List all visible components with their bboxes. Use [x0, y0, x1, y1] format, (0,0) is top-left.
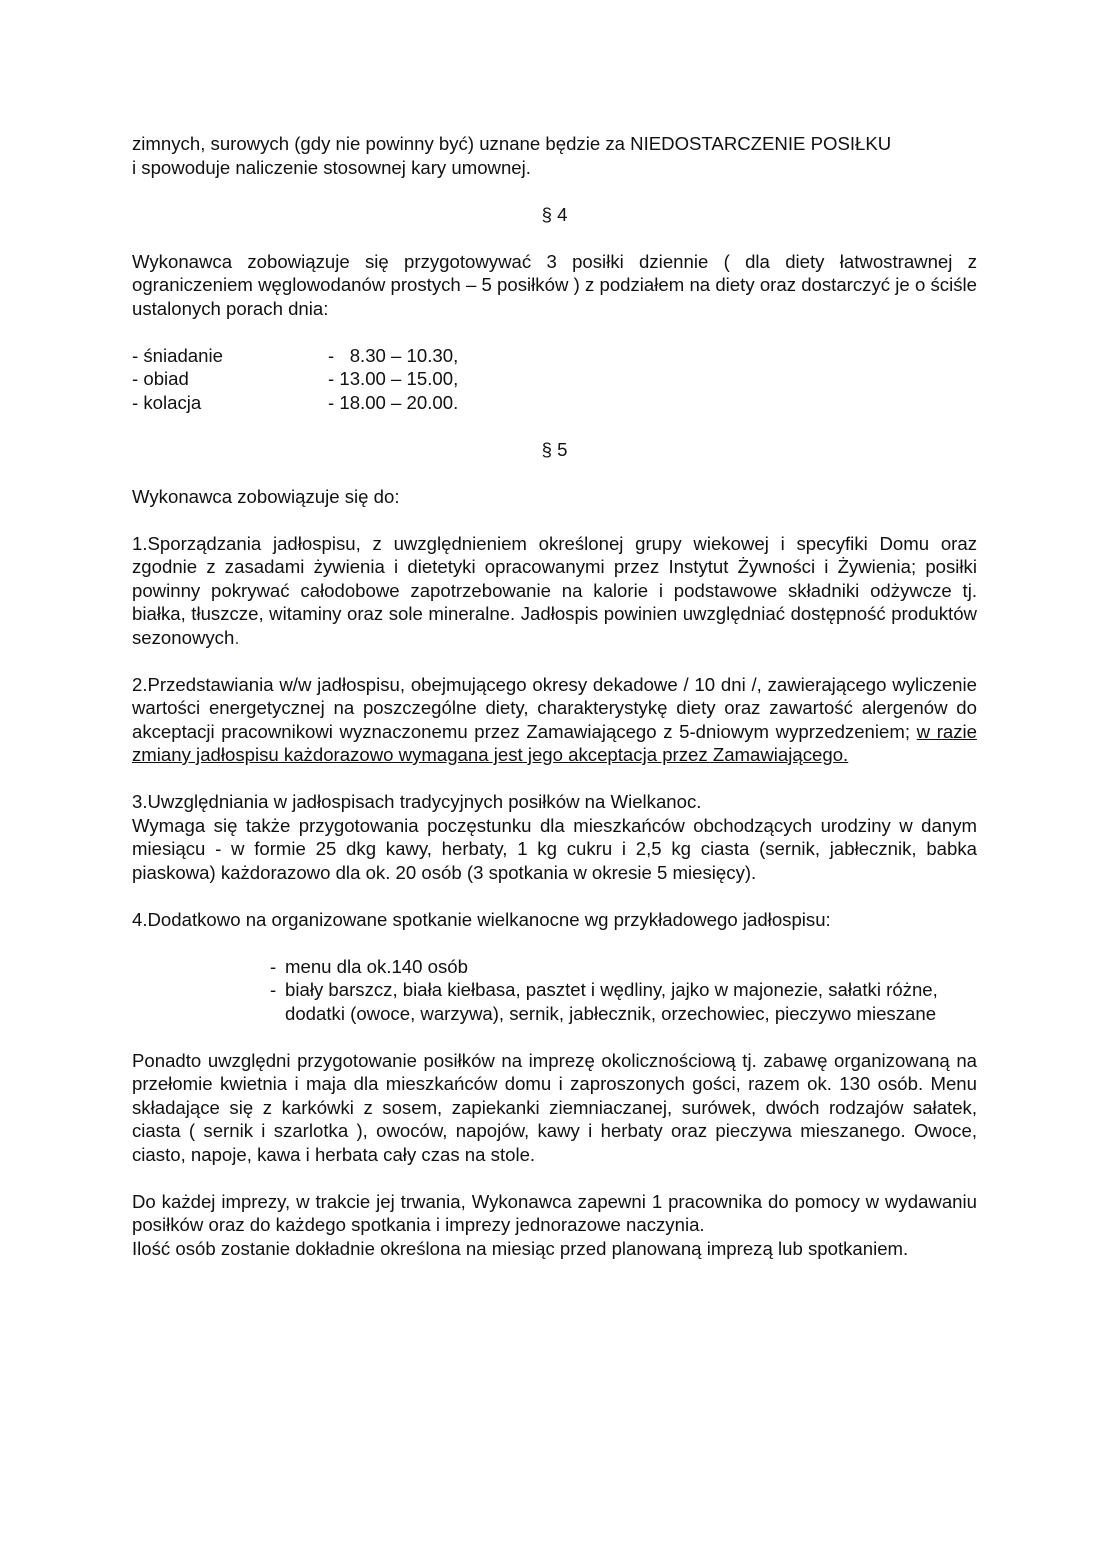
meal-time: - 18.00 – 20.00.: [328, 391, 459, 413]
count-paragraph: Ilość osób zostanie dokładnie określona na miesiąc przed planowaną imprezą lub spotkaniem.: [132, 1237, 909, 1259]
list-dash: -: [270, 955, 277, 977]
party-paragraph: Ponadto uwzględni przygotowanie posiłków na imprezę okolicznościową tj. zabawę organizowaną na przełomie kwietnia i maja dla mieszkańców domu i zaproszonych gości, razem ok. 130 osób. Menu składające się z karkówki z sosem, zapiekanki ziemniaczanej, surówek, dwóch rodzajów sałatek, ciasta ( sernik i szarlotka ), owoców, napojów, kawy i herbaty oraz pieczywa mieszanego. Owoce, ciasto, napoje, kawa i herbata cały czas na stole.: [132, 1049, 977, 1165]
meal-name: - śniadanie: [132, 344, 223, 366]
easter-menu-list: [270, 955, 977, 1026]
staff-paragraph: Do każdej imprezy, w trakcie jej trwania, Wykonawca zapewni 1 pracownika do pomocy w wydawaniu posiłków oraz do każdego spotkania i imprezy jednorazowe naczynia.: [132, 1190, 977, 1235]
section-5-intro: Wykonawca zobowiązuje się do:: [132, 485, 400, 507]
list-item-text: biały barszcz, biała kiełbasa, pasztet i wędliny, jajko w majonezie, sałatki różne, dodatki (owoce, warzywa), sernik, jabłecznik, orzechowiec, pieczywo mieszane: [285, 979, 938, 1024]
item-2-underlined: w razie zmiany jadłospisu każdorazowo wymagana jest jego akceptacja przez Zamawiającego.: [132, 720, 977, 765]
item-2-paragraph: [132, 673, 977, 767]
section-4-heading: § 4: [541, 203, 568, 225]
meal-name: - obiad: [132, 368, 189, 389]
schedule-row: [132, 344, 977, 368]
intro-line-1: zimnych, surowych (gdy nie powinny być) uznane będzie za NIEDOSTARCZENIE POSIŁKU: [132, 133, 892, 154]
meal-time: - 13.00 – 15.00,: [328, 368, 459, 389]
intro-line-2: i spowoduje naliczenie stosownej kary umownej.: [132, 156, 531, 178]
document-page: [132, 132, 977, 1260]
item-2-text: 2.Przedstawiania w/w jadłospisu, obejmującego okresy dekadowe / 10 dni /, zawierającego wyliczenie wartości energetycznej na poszczególne diety, charakterystykę diety oraz zawartość alergenów do akceptacji pracownikowi wyznaczonemu przez Zamawiającego z 5-dniowym wyprzedzeniem;: [132, 673, 977, 742]
item-3-line: 3.Uwzględniania w jadłospisach tradycyjnych posiłków na Wielkanoc.: [132, 791, 702, 812]
item-1-text: 1.Sporządzania jadłospisu, z uwzględnieniem określonej grupy wiekowej i specyfiki Domu oraz zgodnie z zasadami żywienia i dietetyki opracowanymi przez Instytut Żywności i Żywienia; posiłki powinny pokrywać całodobowe zapotrzebowanie na kalorie i podstawowe składniki odżywcze tj. białka, tłuszcze, witaminy oraz sole mineralne. Jadłospis powinien uwzględniać dostępność produktów sezonowych: [132, 532, 977, 648]
section-5-heading: § 5: [541, 438, 568, 460]
item-4-line: 4.Dodatkowo na organizowane spotkanie wielkanocne wg przykładowego jadłospisu:: [132, 908, 831, 930]
item-1-paragraph: [132, 532, 977, 650]
item-1-end: .: [234, 626, 240, 648]
list-item: [270, 955, 977, 979]
list-item-text: menu dla ok.140 osób: [285, 955, 468, 977]
list-dash: -: [270, 979, 277, 1000]
meal-time: - 8.30 – 10.30,: [328, 344, 459, 366]
section-4-paragraph: Wykonawca zobowiązuje się przygotowywać 3 posiłki dziennie ( dla diety łatwostrawnej z ograniczeniem węglowodanów prostych – 5 posiłków ) z podziałem na diety oraz dostarczyć je o ściśle ustalonych porach dnia:: [132, 250, 977, 319]
list-item: [270, 978, 977, 1025]
meal-schedule: [132, 344, 977, 415]
schedule-row: [132, 391, 977, 415]
item-3-paragraph: Wymaga się także przygotowania poczęstunku dla mieszkańców obchodzących urodziny w danym miesiącu - w formie 25 dkg kawy, herbaty, 1 kg cukru i 2,5 kg ciasta (sernik, jabłecznik, babka piaskowa) każdorazowo dla ok. 20 osób (3 spotkania w okresie 5 miesięcy).: [132, 814, 977, 883]
meal-name: - kolacja: [132, 391, 202, 413]
schedule-row: [132, 367, 977, 391]
